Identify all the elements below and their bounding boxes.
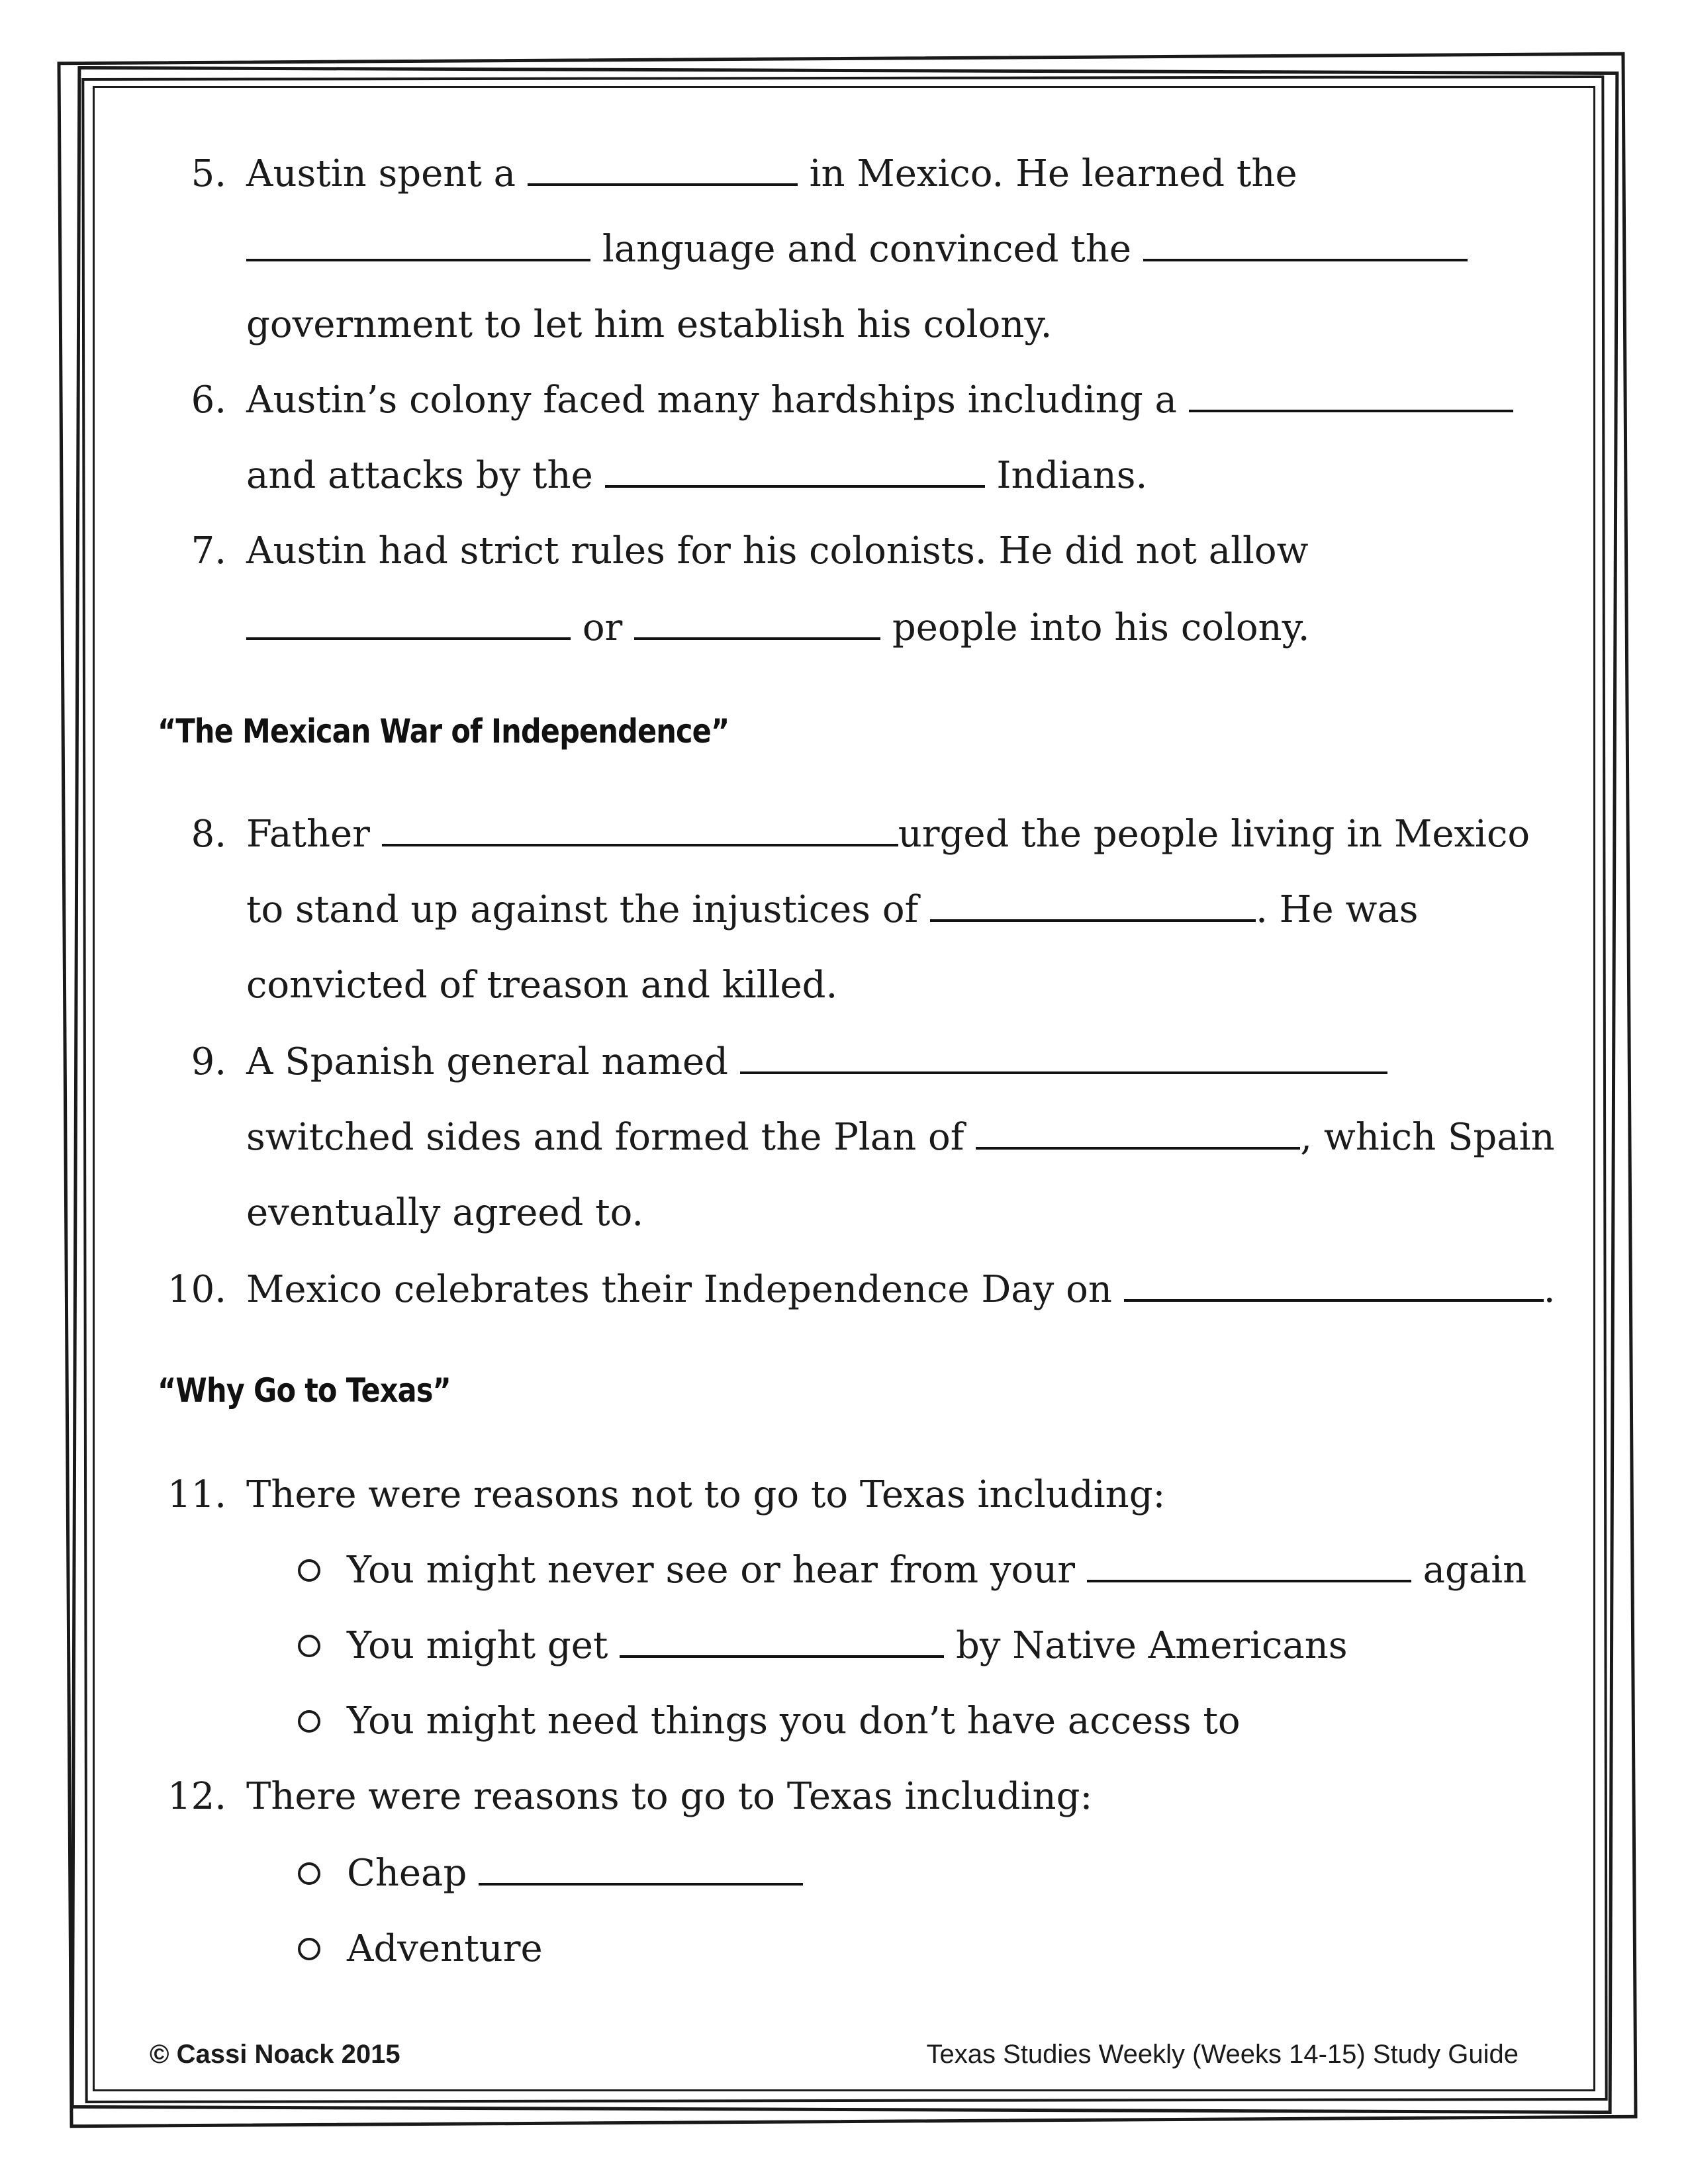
question-11-bullet-1: You might never see or hear from your again [347, 1549, 1527, 1592]
question-9-line-1: A Spanish general named [246, 1039, 1387, 1085]
answer-blank[interactable] [634, 607, 880, 640]
question-6-line-1: Austin’s colony faced many hardships including a [246, 377, 1513, 424]
question-10-line-1: Mexico celebrates their Independence Day on . [246, 1268, 1556, 1311]
question-5-line-2: language and convinced the [246, 226, 1468, 273]
section-heading: “The Mexican War of Independence” [158, 712, 729, 751]
question-12-bullet-2: Adventure [347, 1927, 543, 1970]
question-number: 11. [167, 1473, 226, 1516]
bullet-icon [298, 1938, 320, 1960]
bullet-icon [298, 1710, 320, 1733]
answer-blank[interactable] [605, 455, 985, 488]
question-12-text: There were reasons to go to Texas including: [246, 1775, 1093, 1818]
answer-blank[interactable] [976, 1116, 1300, 1150]
question-7-line-1: Austin had strict rules for his colonists. He did not allow [246, 529, 1309, 572]
answer-blank[interactable] [528, 153, 798, 186]
question-11-bullet-2: You might get by Native Americans [347, 1624, 1348, 1667]
question-11-text: There were reasons not to go to Texas including: [246, 1473, 1166, 1516]
question-8-line-3: convicted of treason and killed. [246, 964, 838, 1007]
answer-blank[interactable] [620, 1625, 944, 1658]
question-5-line-1: Austin spent a in Mexico. He learned the [246, 152, 1297, 195]
question-8-line-1: Father urged the people living in Mexico [246, 813, 1530, 856]
question-number: 10. [167, 1268, 226, 1311]
question-number: 6. [191, 379, 226, 422]
answer-blank[interactable] [382, 813, 898, 846]
answer-blank[interactable] [1087, 1549, 1411, 1582]
bullet-icon [298, 1635, 320, 1657]
section-heading: “Why Go to Texas” [158, 1371, 451, 1410]
bullet-icon [298, 1559, 320, 1582]
question-9-line-3: eventually agreed to. [246, 1191, 644, 1234]
copyright-footer: © Cassi Noack 2015 [150, 2040, 400, 2069]
question-9-line-2: switched sides and formed the Plan of , which Spain [246, 1116, 1555, 1159]
question-11-bullet-3: You might need things you don’t have access to [347, 1700, 1241, 1743]
question-number: 12. [167, 1775, 226, 1818]
answer-blank[interactable] [1143, 228, 1468, 261]
question-number: 8. [191, 813, 226, 856]
bullet-icon [298, 1862, 320, 1885]
answer-blank[interactable] [479, 1852, 803, 1886]
question-number: 5. [191, 152, 226, 195]
question-6-line-2: and attacks by the Indians. [246, 454, 1148, 497]
answer-blank[interactable] [1189, 379, 1513, 412]
question-7-line-2: or people into his colony. [246, 605, 1310, 651]
answer-blank[interactable] [246, 607, 571, 640]
question-5-line-3: government to let him establish his colony. [246, 303, 1053, 346]
answer-blank[interactable] [740, 1041, 1387, 1074]
question-8-line-2: to stand up against the injustices of . He was [246, 888, 1419, 931]
answer-blank[interactable] [930, 889, 1256, 922]
question-12-bullet-1: Cheap [347, 1850, 803, 1897]
question-number: 7. [191, 529, 226, 572]
question-number: 9. [191, 1040, 226, 1083]
answer-blank[interactable] [246, 228, 590, 261]
answer-blank[interactable] [1124, 1269, 1544, 1302]
document-title-footer: Texas Studies Weekly (Weeks 14-15) Study Guide [926, 2040, 1519, 2069]
